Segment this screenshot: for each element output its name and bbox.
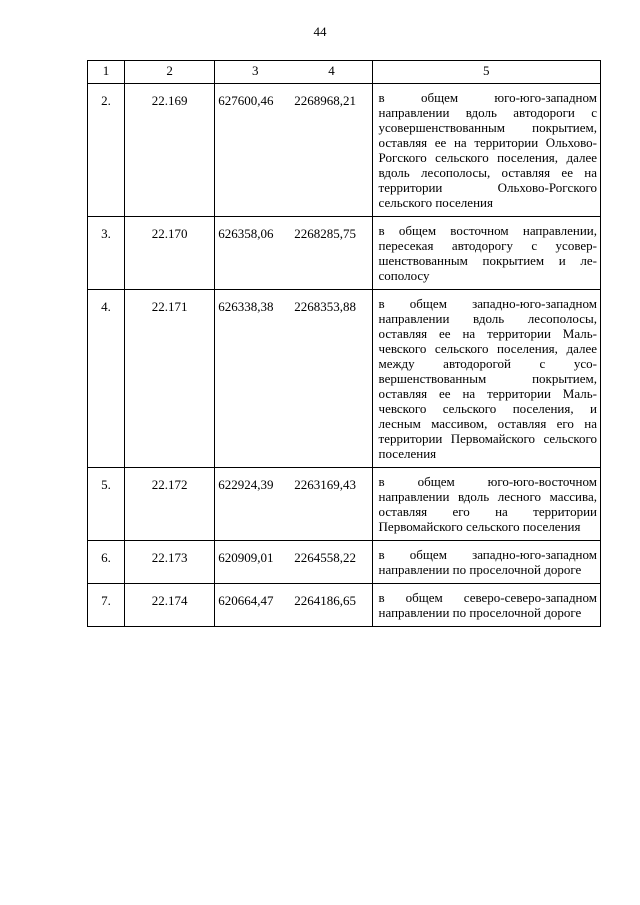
boundary-description: в общем юго-юго-западном направлении вдоль автодороги с усовершенствованным покрытием, оставляя ее на территории Ольхово-Рогского сельского поселения, далее вдоль лесополосы, оставляя ее на территории Ольхово-Рогского сельского поселения xyxy=(372,84,600,217)
header-col-3: 3 xyxy=(252,63,259,78)
boundary-description: в общем юго-юго-восточном направлении вдоль лесного массива, оставляя его на территории Первомайского сельского поселения xyxy=(372,468,600,541)
table-row xyxy=(88,290,601,468)
coordinates-cell xyxy=(215,290,372,468)
coord-y: 2268285,75 xyxy=(294,226,356,241)
coordinates-cell xyxy=(215,84,372,217)
table-row xyxy=(88,217,601,290)
boundary-description: в общем западно-юго-западном направлении вдоль лесополосы, оставляя ее на территории Мальчевского сельского поселения, далее между автодорогой с усовершенствованным покрытием, оставляя ее на территории Мальчевского сельского поселения, и лесным массивом, оставляя его на территории Первомайского сельского поселения xyxy=(372,290,600,468)
point-number: 22.173 xyxy=(125,541,215,584)
header-col-2: 2 xyxy=(125,61,215,84)
point-number: 22.171 xyxy=(125,290,215,468)
coord-x: 626338,38 xyxy=(218,299,274,314)
coord-x: 620909,01 xyxy=(218,550,274,565)
coord-y: 2268353,88 xyxy=(294,299,356,314)
coord-x: 627600,46 xyxy=(218,93,274,108)
coord-x: 620664,47 xyxy=(218,593,274,608)
header-col-5: 5 xyxy=(372,61,600,84)
row-number: 6. xyxy=(88,541,125,584)
header-col-1: 1 xyxy=(88,61,125,84)
coord-y: 2263169,43 xyxy=(294,477,356,492)
row-number: 2. xyxy=(88,84,125,217)
coordinates-cell xyxy=(215,217,372,290)
boundary-description: в общем западно-юго-западном направлении по проселочной дороге xyxy=(372,541,600,584)
table-body xyxy=(88,84,601,627)
table-row xyxy=(88,584,601,627)
coord-x: 626358,06 xyxy=(218,226,274,241)
coord-y: 2264558,22 xyxy=(294,550,356,565)
coord-y: 2268968,21 xyxy=(294,93,356,108)
coordinates-cell xyxy=(215,541,372,584)
row-number: 7. xyxy=(88,584,125,627)
point-number: 22.172 xyxy=(125,468,215,541)
coord-x: 622924,39 xyxy=(218,477,274,492)
table-row xyxy=(88,468,601,541)
header-col-4: 4 xyxy=(328,63,335,78)
point-number: 22.174 xyxy=(125,584,215,627)
table-header-row xyxy=(88,61,601,84)
row-number: 4. xyxy=(88,290,125,468)
point-number: 22.170 xyxy=(125,217,215,290)
table-row xyxy=(88,84,601,217)
coord-y: 2264186,65 xyxy=(294,593,356,608)
row-number: 3. xyxy=(88,217,125,290)
coordinates-table xyxy=(87,60,601,627)
coordinates-cell xyxy=(215,584,372,627)
table-row xyxy=(88,541,601,584)
header-col-3-4 xyxy=(215,61,372,84)
row-number: 5. xyxy=(88,468,125,541)
boundary-description: в общем восточном направлении, пересекая автодорогу с усовершенствованным покрытием и лесополосу xyxy=(372,217,600,290)
point-number: 22.169 xyxy=(125,84,215,217)
page-number: 44 xyxy=(313,24,327,39)
coordinates-cell xyxy=(215,468,372,541)
boundary-description: в общем северо-северо-западном направлении по проселочной дороге xyxy=(372,584,600,627)
